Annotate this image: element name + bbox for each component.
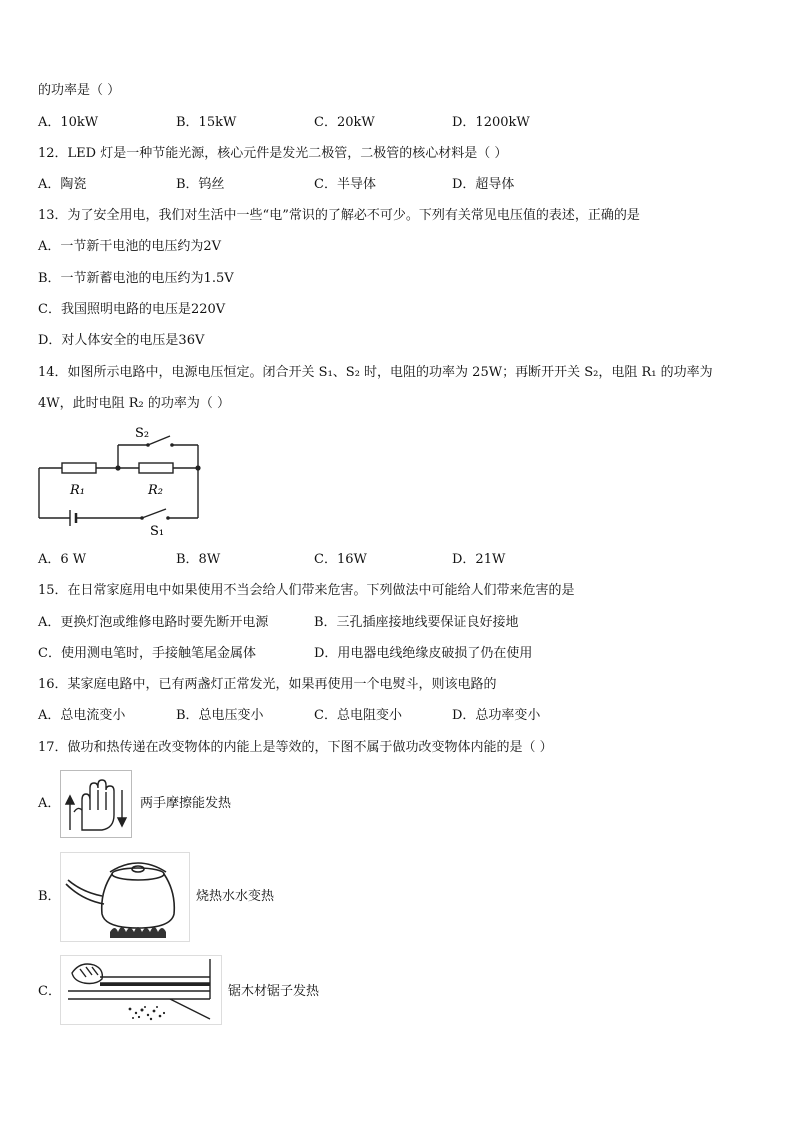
q17-stem: 17．做功和热传递在改变物体的内能上是等效的，下图不属于做功改变物体内能的是（ ） xyxy=(38,740,553,755)
q11-option-a[interactable]: A．10kW xyxy=(38,115,99,130)
s1-label: S₁ xyxy=(150,524,165,539)
q16-option-b[interactable]: B．总电压变小 xyxy=(176,708,264,723)
q16-option-c[interactable]: C．总电阻变小 xyxy=(314,708,402,723)
q15-option-d[interactable]: D．用电器电线绝缘皮破损了仍在使用 xyxy=(314,646,533,661)
q17-option-b-caption: 烧热水水变热 xyxy=(196,889,275,904)
r2-label: R₂ xyxy=(148,483,163,498)
q13-option-b[interactable]: B．一节新蓄电池的电压约为1.5V xyxy=(38,271,234,286)
q12-option-d[interactable]: D．超导体 xyxy=(452,177,515,192)
q16-option-d[interactable]: D．总功率变小 xyxy=(452,708,541,723)
r1-label: R₁ xyxy=(70,483,85,498)
q13-option-d[interactable]: D．对人体安全的电压是36V xyxy=(38,333,205,348)
q11-option-d[interactable]: D．1200kW xyxy=(452,115,530,130)
q17-option-a-caption: 两手摩擦能发热 xyxy=(140,796,232,811)
q14-option-c[interactable]: C．16W xyxy=(314,552,367,567)
q13-option-a[interactable]: A．一节新干电池的电压约为2V xyxy=(38,239,222,254)
q16-stem: 16．某家庭电路中，已有两盏灯正常发光，如果再使用一个电熨斗，则该电路的 xyxy=(38,677,497,692)
kettle-illustration xyxy=(60,852,190,942)
q12-option-a[interactable]: A．陶瓷 xyxy=(38,177,87,192)
q13-stem: 13．为了安全用电，我们对生活中一些“电”常识的了解必不可少。下列有关常见电压值的表述，正确的是 xyxy=(38,208,640,223)
q12-option-b[interactable]: B．钨丝 xyxy=(176,177,225,192)
q17-option-c-letter[interactable]: C． xyxy=(38,984,61,999)
q11-option-c[interactable]: C．20kW xyxy=(314,115,375,130)
q14-circuit-diagram xyxy=(30,420,215,545)
q15-option-c[interactable]: C．使用测电笔时，手接触笔尾金属体 xyxy=(38,646,256,661)
saw-illustration xyxy=(60,955,222,1025)
q12-stem: 12．LED 灯是一种节能光源，核心元件是发光二极管，二极管的核心材料是（ ） xyxy=(38,146,508,161)
q14-option-b[interactable]: B．8W xyxy=(176,552,221,567)
hands-rubbing-illustration xyxy=(60,770,132,838)
q14-option-a[interactable]: A．6 W xyxy=(38,552,87,567)
q17-option-b-letter[interactable]: B． xyxy=(38,889,61,904)
q13-option-c[interactable]: C．我国照明电路的电压是220V xyxy=(38,302,226,317)
q17-option-c-caption: 锯木材锯子发热 xyxy=(228,984,320,999)
q16-option-a[interactable]: A．总电流变小 xyxy=(38,708,126,723)
q14-stem-line2: 4W，此时电阻 R₂ 的功率为（ ） xyxy=(38,396,231,411)
q17-option-a-letter[interactable]: A． xyxy=(38,796,61,811)
s2-label: S₂ xyxy=(135,426,150,441)
q11-stem-tail: 的功率是（ ） xyxy=(38,83,121,98)
q15-option-a[interactable]: A．更换灯泡或维修电路时要先断开电源 xyxy=(38,615,269,630)
q15-stem: 15．在日常家庭用电中如果使用不当会给人们带来危害。下列做法中可能给人们带来危害的是 xyxy=(38,583,575,598)
q15-option-b[interactable]: B．三孔插座接地线要保证良好接地 xyxy=(314,615,519,630)
q14-stem-line1: 14．如图所示电路中，电源电压恒定。闭合开关 S₁、S₂ 时，电阻的功率为 25W；再断开开关 S₂，电阻 R₁ 的功率为 xyxy=(38,365,713,380)
q12-option-c[interactable]: C．半导体 xyxy=(314,177,376,192)
q14-option-d[interactable]: D．21W xyxy=(452,552,506,567)
q11-option-b[interactable]: B．15kW xyxy=(176,115,237,130)
